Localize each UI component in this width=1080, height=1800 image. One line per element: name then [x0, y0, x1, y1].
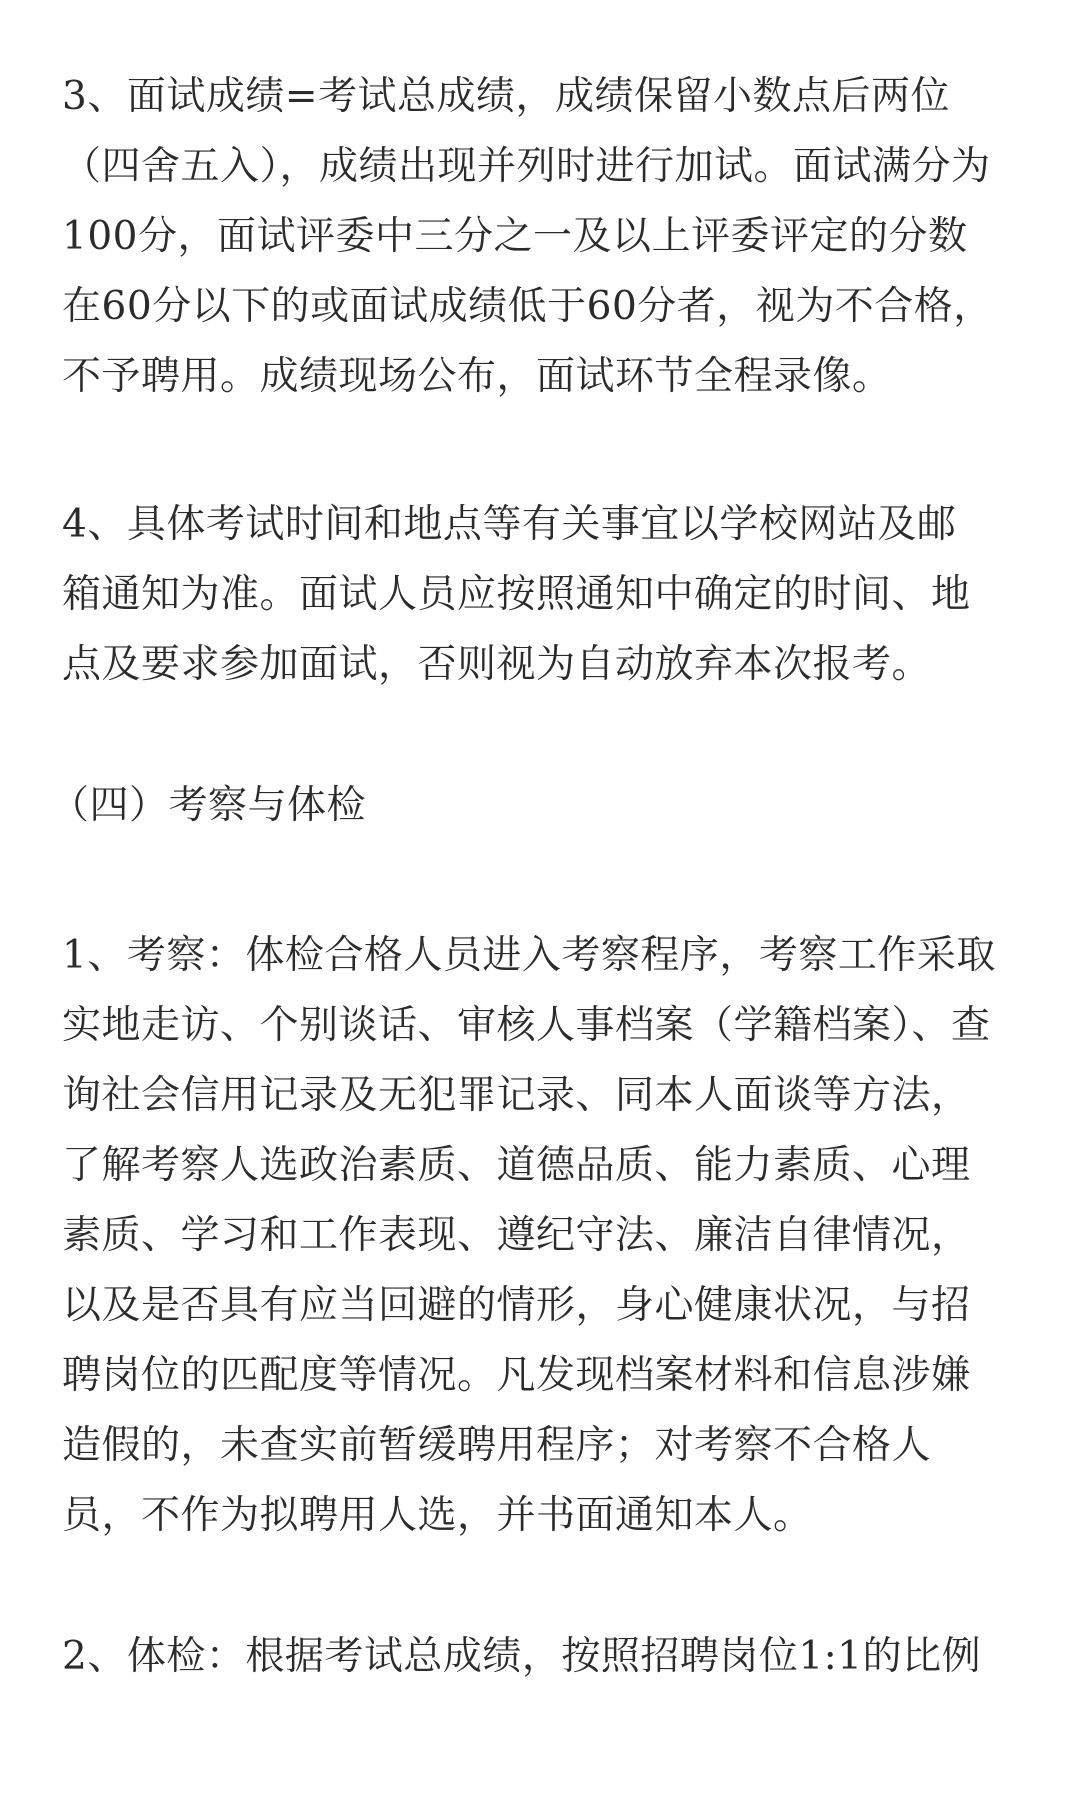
text-line: 员，不作为拟聘用人选，并书面通知本人。	[62, 1493, 813, 1538]
text-line: 了解考察人选政治素质、道德品质、能力素质、心理	[62, 1143, 971, 1188]
text-line: 3、面试成绩=考试总成绩，成绩保留小数点后两位	[62, 74, 950, 119]
text-line: 在60分以下的或面试成绩低于60分者，视为不合格，	[62, 284, 993, 329]
text-line: 询社会信用记录及无犯罪记录、同本人面谈等方法，	[62, 1073, 971, 1118]
paragraph-physical-exam	[62, 1622, 1040, 1692]
paragraph-interview-score	[62, 62, 1040, 412]
text-line: 箱通知为准。面试人员应按照通知中确定的时间、地	[62, 572, 971, 617]
text-line: 点及要求参加面试，否则视为自动放弃本次报考。	[62, 642, 932, 687]
text-line: 100分，面试评委中三分之一及以上评委评定的分数	[62, 214, 968, 259]
text-line: 素质、学习和工作表现、遵纪守法、廉洁自律情况，	[62, 1213, 971, 1258]
text-line: 聘岗位的匹配度等情况。凡发现档案材料和信息涉嫌	[62, 1353, 971, 1398]
paragraph-inspection	[62, 921, 1040, 1551]
text-line: 2、体检：根据考试总成绩，按照招聘岗位1:1的比例	[62, 1634, 982, 1679]
paragraph-exam-time-location	[62, 490, 1040, 700]
heading-text: （四）考察与体检	[50, 783, 367, 828]
text-line: 实地走访、个别谈话、审核人事档案（学籍档案）、查	[62, 1003, 991, 1048]
text-line: 造假的，未查实前暂缓聘用程序；对考察不合格人	[62, 1423, 932, 1468]
text-line: 1、考察：体检合格人员进入考察程序，考察工作采取	[62, 933, 996, 978]
section-heading	[50, 771, 1040, 841]
text-line: 4、具体考试时间和地点等有关事宜以学校网站及邮	[62, 502, 957, 547]
text-line: 以及是否具有应当回避的情形，身心健康状况，与招	[62, 1283, 971, 1328]
text-line: 不予聘用。成绩现场公布，面试环节全程录像。	[62, 354, 892, 399]
text-line: （四舍五入），成绩出现并列时进行加试。面试满分为	[62, 144, 991, 189]
